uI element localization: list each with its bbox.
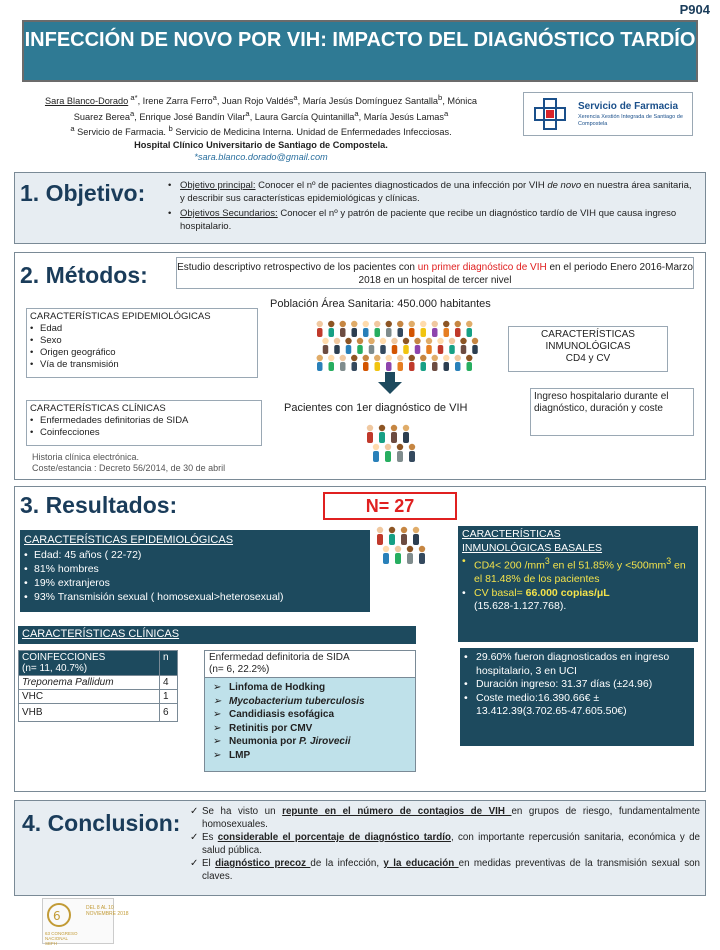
person-body bbox=[398, 362, 404, 371]
table-row bbox=[19, 676, 178, 690]
svg-text:6: 6 bbox=[53, 909, 61, 923]
person-head bbox=[377, 527, 383, 533]
inm-line-3: CD4 y CV bbox=[565, 353, 611, 364]
first-author: Sara Blanco-Dorado bbox=[44, 96, 129, 107]
conclusion-item bbox=[190, 857, 700, 883]
person-body bbox=[363, 328, 369, 337]
person-head bbox=[391, 338, 397, 344]
person-head bbox=[328, 355, 334, 361]
list-item: • Duración ingreso: 31.37 días (±24.96) bbox=[464, 678, 690, 692]
cd4-text-c: en el 81.48% de los pacientes bbox=[474, 559, 686, 585]
person-head bbox=[409, 321, 415, 327]
person-body bbox=[375, 362, 381, 371]
cd4-text-a: CD4< 200 /mm bbox=[474, 559, 545, 572]
coinfecciones-table bbox=[18, 650, 178, 722]
cv-text-b: 66.000 copias/μL bbox=[525, 586, 610, 599]
person-body bbox=[334, 345, 340, 354]
results-group-icon bbox=[372, 524, 426, 564]
person-body bbox=[409, 362, 415, 371]
person-body bbox=[346, 345, 352, 354]
cv-item bbox=[462, 587, 694, 614]
c3-b: diagnóstico precoz bbox=[215, 858, 311, 869]
person-body bbox=[392, 345, 398, 354]
person-body bbox=[455, 362, 461, 371]
person-body bbox=[323, 345, 329, 354]
person-head bbox=[322, 338, 328, 344]
person-head bbox=[383, 546, 389, 552]
person-head bbox=[351, 355, 357, 361]
person-head bbox=[345, 338, 351, 344]
person-head bbox=[391, 425, 397, 431]
affiliation-a: Servicio de Farmacia. bbox=[74, 127, 169, 138]
first-author-sup: a* bbox=[128, 93, 138, 102]
aids-item-em: P. Jirovecii bbox=[299, 736, 351, 747]
sup: a bbox=[245, 108, 250, 118]
person-head bbox=[413, 527, 419, 533]
inm-line-2: INMUNOLÓGICAS bbox=[545, 341, 631, 352]
objetivo-secundarios-label: Objetivos Secundarios: bbox=[180, 208, 278, 219]
author: , Laura García Quintanilla bbox=[249, 111, 355, 122]
list-item bbox=[211, 735, 409, 749]
metodos-cli-box bbox=[26, 400, 262, 446]
patients-group-icon bbox=[362, 422, 416, 462]
person-body bbox=[340, 328, 346, 337]
person-head bbox=[373, 444, 379, 450]
resultados-epi-title: CARACTERÍSTICAS EPIDEMIOLÓGICAS bbox=[24, 534, 234, 546]
metodos-epi-title: CARACTERÍSTICAS EPIDEMIOLÓGICAS bbox=[30, 311, 211, 322]
poster-title: INFECCIÓN DE NOVO POR VIH: IMPACTO DEL DIAGNÓSTICO TARDÍO bbox=[22, 20, 698, 82]
resultados-inm-title-2: INMUNOLÓGICAS BASALES bbox=[462, 541, 603, 554]
population-crowd-icon bbox=[312, 318, 484, 372]
list-item: • Enfermedades definitorias de SIDA bbox=[30, 415, 258, 427]
pacientes-text: Pacientes con 1er diagnóstico de VIH bbox=[284, 402, 468, 414]
objetivo-list bbox=[168, 179, 698, 235]
aids-header-1: Enfermedad definitoria de SIDA bbox=[209, 652, 350, 663]
aids-box bbox=[204, 650, 416, 772]
person-body bbox=[415, 345, 421, 354]
person-head bbox=[437, 338, 443, 344]
person-head bbox=[449, 338, 455, 344]
person-body bbox=[419, 553, 425, 564]
person-body bbox=[380, 345, 386, 354]
person-head bbox=[443, 355, 449, 361]
resultados-epi-box bbox=[20, 530, 370, 612]
person-head bbox=[455, 321, 461, 327]
person-body bbox=[373, 451, 379, 462]
person-head bbox=[409, 355, 415, 361]
person-body bbox=[438, 345, 444, 354]
conclusion-heading: 4. Conclusion: bbox=[22, 810, 181, 836]
person-head bbox=[389, 527, 395, 533]
resultados-inm-title-1: CARACTERÍSTICAS bbox=[462, 528, 561, 540]
list-item: • Origen geográfico bbox=[30, 347, 254, 359]
person-head bbox=[397, 444, 403, 450]
table-header-row bbox=[19, 651, 178, 676]
person-head bbox=[455, 355, 461, 361]
person-head bbox=[386, 321, 392, 327]
list-item: • Coinfecciones bbox=[30, 427, 258, 439]
person-body bbox=[379, 432, 385, 443]
table-header-cell: n bbox=[160, 651, 178, 676]
c1-a: Se ha visto un bbox=[202, 806, 283, 817]
study-text-red: un primer diagnóstico de VIH bbox=[417, 262, 547, 273]
list-item: ➢ Retinitis por CMV bbox=[211, 722, 409, 736]
person-body bbox=[397, 451, 403, 462]
table-cell: VHC bbox=[19, 690, 160, 704]
person-head bbox=[414, 338, 420, 344]
historia-text: Historia clínica electrónica. bbox=[32, 452, 140, 462]
sup: a bbox=[443, 108, 449, 118]
c3-c: de la infección, bbox=[310, 858, 384, 869]
person-head bbox=[334, 338, 340, 344]
resultados-inm-box bbox=[458, 526, 698, 642]
study-description bbox=[176, 257, 694, 289]
table-header-cell bbox=[19, 651, 160, 676]
list-item: • 19% extranjeros bbox=[24, 576, 366, 590]
person-head bbox=[460, 338, 466, 344]
person-body bbox=[389, 534, 395, 545]
table-row bbox=[19, 690, 178, 704]
person-head bbox=[351, 321, 357, 327]
cv-text-a: CV basal= bbox=[474, 586, 526, 599]
person-head bbox=[472, 338, 478, 344]
person-body bbox=[444, 362, 450, 371]
aids-header-2: (n= 6, 22.2%) bbox=[209, 664, 270, 675]
sup: a bbox=[129, 108, 135, 118]
table-cell: VHB bbox=[19, 704, 160, 722]
cd4-item bbox=[462, 555, 694, 587]
list-item: ➢ Linfoma de Hodking bbox=[211, 681, 409, 695]
person-body bbox=[421, 328, 427, 337]
person-head bbox=[420, 355, 426, 361]
person-body bbox=[375, 328, 381, 337]
person-body bbox=[407, 553, 413, 564]
person-head bbox=[380, 338, 386, 344]
person-head bbox=[374, 355, 380, 361]
person-body bbox=[421, 362, 427, 371]
person-body bbox=[367, 432, 373, 443]
person-head bbox=[340, 321, 346, 327]
c1-c: en grupos de riesgo, fundamentalmente homosexuales. bbox=[202, 806, 700, 830]
c3-a: El bbox=[202, 858, 216, 869]
pharmacy-cross-icon bbox=[530, 97, 570, 131]
person-head bbox=[407, 546, 413, 552]
person-body bbox=[385, 451, 391, 462]
person-body bbox=[461, 345, 467, 354]
sup: a bbox=[354, 108, 359, 118]
table-cell: 4 bbox=[160, 676, 178, 690]
person-body bbox=[409, 328, 415, 337]
congress-dates: DEL 8 AL 10 NOVIEMBRE 2018 bbox=[86, 905, 129, 917]
person-body bbox=[352, 328, 358, 337]
person-body bbox=[317, 362, 323, 371]
sup: 3 bbox=[666, 556, 672, 566]
table-cell: 6 bbox=[160, 704, 178, 722]
aids-item-text: Neumonia por bbox=[229, 736, 300, 747]
objetivo-principal-text2: en nuestra área sanitaria, y describir sus características epidemiológicas y clínicas. bbox=[180, 180, 692, 204]
person-head bbox=[317, 321, 323, 327]
metodos-inm-box bbox=[508, 326, 668, 372]
person-body bbox=[386, 328, 392, 337]
hospital: Hospital Clínico Universitario de Santiago de Compostela. bbox=[134, 139, 388, 150]
person-body bbox=[449, 345, 455, 354]
list-item: ➢ Mycobacterium tuberculosis bbox=[211, 695, 409, 709]
person-body bbox=[369, 345, 375, 354]
table-row bbox=[19, 704, 178, 722]
person-body bbox=[363, 362, 369, 371]
pharmacy-logo bbox=[523, 92, 693, 136]
person-body bbox=[413, 534, 419, 545]
list-item: • Vía de transmisión bbox=[30, 359, 254, 371]
objetivo-secundarios bbox=[168, 207, 698, 233]
c1-b: repunte en el número de contagios de VIH bbox=[282, 806, 512, 817]
person-body bbox=[455, 328, 461, 337]
objetivo-principal bbox=[168, 179, 698, 205]
sup: a bbox=[293, 93, 298, 102]
author: , Mónica bbox=[442, 96, 478, 107]
person-body bbox=[409, 451, 415, 462]
list-item: • 93% Transmisión sexual ( homosexual>heterosexual) bbox=[24, 590, 366, 604]
study-text-1: Estudio descriptivo retrospectivo de los pacientes con bbox=[177, 262, 418, 273]
email: *sara.blanco.dorado@gmail.com bbox=[194, 152, 328, 163]
author: , Irene Zarra Ferro bbox=[137, 96, 213, 107]
person-head bbox=[363, 355, 369, 361]
sup: b bbox=[168, 124, 173, 134]
person-head bbox=[379, 425, 385, 431]
table-cell: Treponema Pallidum bbox=[19, 676, 160, 690]
person-head bbox=[443, 321, 449, 327]
poster-code: P904 bbox=[679, 2, 710, 17]
person-body bbox=[386, 362, 392, 371]
list-item: ➢ LMP bbox=[211, 749, 409, 763]
metodos-epi-box bbox=[26, 308, 258, 378]
sup: a bbox=[70, 124, 75, 134]
person-body bbox=[391, 432, 397, 443]
objetivo-principal-label: Objetivo principal: bbox=[180, 180, 256, 191]
conclusion-list bbox=[190, 805, 700, 883]
person-body bbox=[444, 328, 450, 337]
person-body bbox=[377, 534, 383, 545]
person-body bbox=[352, 362, 358, 371]
person-body bbox=[340, 362, 346, 371]
resultados-heading: 3. Resultados: bbox=[20, 492, 178, 518]
author: Suarez Berea bbox=[73, 111, 130, 122]
person-head bbox=[409, 444, 415, 450]
logo-title: Servicio de Farmacia bbox=[578, 101, 679, 112]
c2-c: , con importante repercusión sanitaria, económica y de salud pública. bbox=[202, 832, 700, 856]
table-cell: 1 bbox=[160, 690, 178, 704]
list-item: ➢ Candidiasis esofágica bbox=[211, 708, 409, 722]
person-head bbox=[432, 321, 438, 327]
list-item: • Edad bbox=[30, 323, 254, 335]
metodos-ingreso-box: Ingreso hospitalario durante el diagnóstico, duración y coste bbox=[530, 388, 694, 436]
c2-a: Es bbox=[202, 832, 218, 843]
objetivo-principal-text: Conocer el nº de pacientes diagnosticados de una infección por VIH bbox=[255, 180, 548, 191]
sup: b bbox=[438, 93, 443, 102]
person-head bbox=[397, 355, 403, 361]
sup: a bbox=[212, 93, 217, 102]
person-head bbox=[397, 321, 403, 327]
list-item: • Sexo bbox=[30, 335, 254, 347]
person-body bbox=[467, 362, 473, 371]
list-item: • 81% hombres bbox=[24, 562, 366, 576]
cd4-text-b: en el 51.85% y <500mm bbox=[549, 559, 667, 572]
historia-block bbox=[32, 452, 225, 474]
objetivo-heading: 1. Objetivo: bbox=[20, 180, 146, 206]
metodos-cli-title: CARACTERÍSTICAS CLÍNICAS bbox=[30, 403, 166, 414]
person-body bbox=[467, 328, 473, 337]
person-head bbox=[368, 338, 374, 344]
person-body bbox=[403, 432, 409, 443]
inm-line-1: CARACTERÍSTICAS bbox=[541, 329, 635, 340]
cv-range: (15.628-1.127.768). bbox=[474, 600, 567, 612]
sup: 3 bbox=[544, 556, 550, 566]
arrow-down-icon bbox=[378, 372, 402, 394]
person-body bbox=[317, 328, 323, 337]
person-body bbox=[395, 553, 401, 564]
person-head bbox=[401, 527, 407, 533]
coinf-header-1: COINFECCIONES bbox=[22, 652, 106, 663]
sample-size-box: N= 27 bbox=[323, 492, 457, 520]
person-body bbox=[432, 328, 438, 337]
person-head bbox=[340, 355, 346, 361]
person-head bbox=[419, 546, 425, 552]
congress-name: 63 CONGRESO NACIONAL SEFH bbox=[45, 931, 78, 946]
poblacion-text: Población Área Sanitaria: 450.000 habitantes bbox=[270, 298, 491, 310]
objetivo-secundarios-text: Conocer el nº y patrón de paciente que recibe un diagnóstico tardío de VIH que causa ingreso hospitalario. bbox=[180, 208, 677, 232]
person-head bbox=[403, 338, 409, 344]
author: , Enrique José Bandín Vilar bbox=[134, 111, 246, 122]
person-head bbox=[466, 321, 472, 327]
c3-e: en medidas preventivas de la transmisión sexual son claves. bbox=[202, 858, 700, 882]
person-head bbox=[363, 321, 369, 327]
objetivo-principal-em: de novo bbox=[547, 180, 582, 191]
authors-block bbox=[26, 92, 496, 164]
person-head bbox=[432, 355, 438, 361]
study-text-2: en el periodo Enero 2016-Marzo 2018 en un hospital de tercer nivel bbox=[358, 262, 693, 286]
person-head bbox=[374, 321, 380, 327]
person-body bbox=[398, 328, 404, 337]
affiliation-b: Servicio de Medicina Interna. Unidad de Enfermedades Infecciosas. bbox=[172, 127, 452, 138]
person-head bbox=[328, 321, 334, 327]
person-head bbox=[357, 338, 363, 344]
person-body bbox=[329, 362, 335, 371]
author: , María Jesús Domínguez Santalla bbox=[297, 96, 439, 107]
aids-header bbox=[205, 651, 415, 678]
person-head bbox=[385, 444, 391, 450]
person-body bbox=[403, 345, 409, 354]
person-head bbox=[317, 355, 323, 361]
person-head bbox=[386, 355, 392, 361]
c2-b: considerable el porcentaje de diagnóstico tardío bbox=[217, 832, 451, 843]
logo-subtitle: Xerencia Xestión Integrada de Santiago de Compostela bbox=[578, 114, 683, 127]
conclusion-item bbox=[190, 831, 700, 857]
person-head bbox=[466, 355, 472, 361]
person-body bbox=[357, 345, 363, 354]
list-item: • Edad: 45 años ( 22-72) bbox=[24, 548, 366, 562]
conclusion-item bbox=[190, 805, 700, 831]
author: , Juan Rojo Valdés bbox=[216, 96, 294, 107]
person-head bbox=[403, 425, 409, 431]
list-item: • Coste medio:16.390.66€ ± 13.412.39(3.702.65-47.605.50€) bbox=[464, 692, 690, 719]
resultados-cli-title: CARACTERÍSTICAS CLÍNICAS bbox=[18, 626, 416, 644]
list-item: • 29.60% fueron diagnosticados en ingreso hospitalario, 3 en UCI bbox=[464, 651, 690, 678]
person-body bbox=[329, 328, 335, 337]
resultados-hosp-box bbox=[460, 648, 694, 746]
person-body bbox=[401, 534, 407, 545]
person-body bbox=[383, 553, 389, 564]
metodos-heading: 2. Métodos: bbox=[20, 262, 148, 288]
person-head bbox=[367, 425, 373, 431]
person-head bbox=[395, 546, 401, 552]
coinf-header-2: (n= 11, 40.7%) bbox=[22, 663, 88, 674]
person-body bbox=[432, 362, 438, 371]
person-body bbox=[426, 345, 432, 354]
person-body bbox=[472, 345, 478, 354]
author: , María Jesús Lamas bbox=[358, 111, 444, 122]
person-head bbox=[426, 338, 432, 344]
person-head bbox=[420, 321, 426, 327]
c3-d: y la educación bbox=[383, 858, 459, 869]
coste-text: Coste/estancia : Decreto 56/2014, de 30 de abril bbox=[32, 463, 226, 473]
